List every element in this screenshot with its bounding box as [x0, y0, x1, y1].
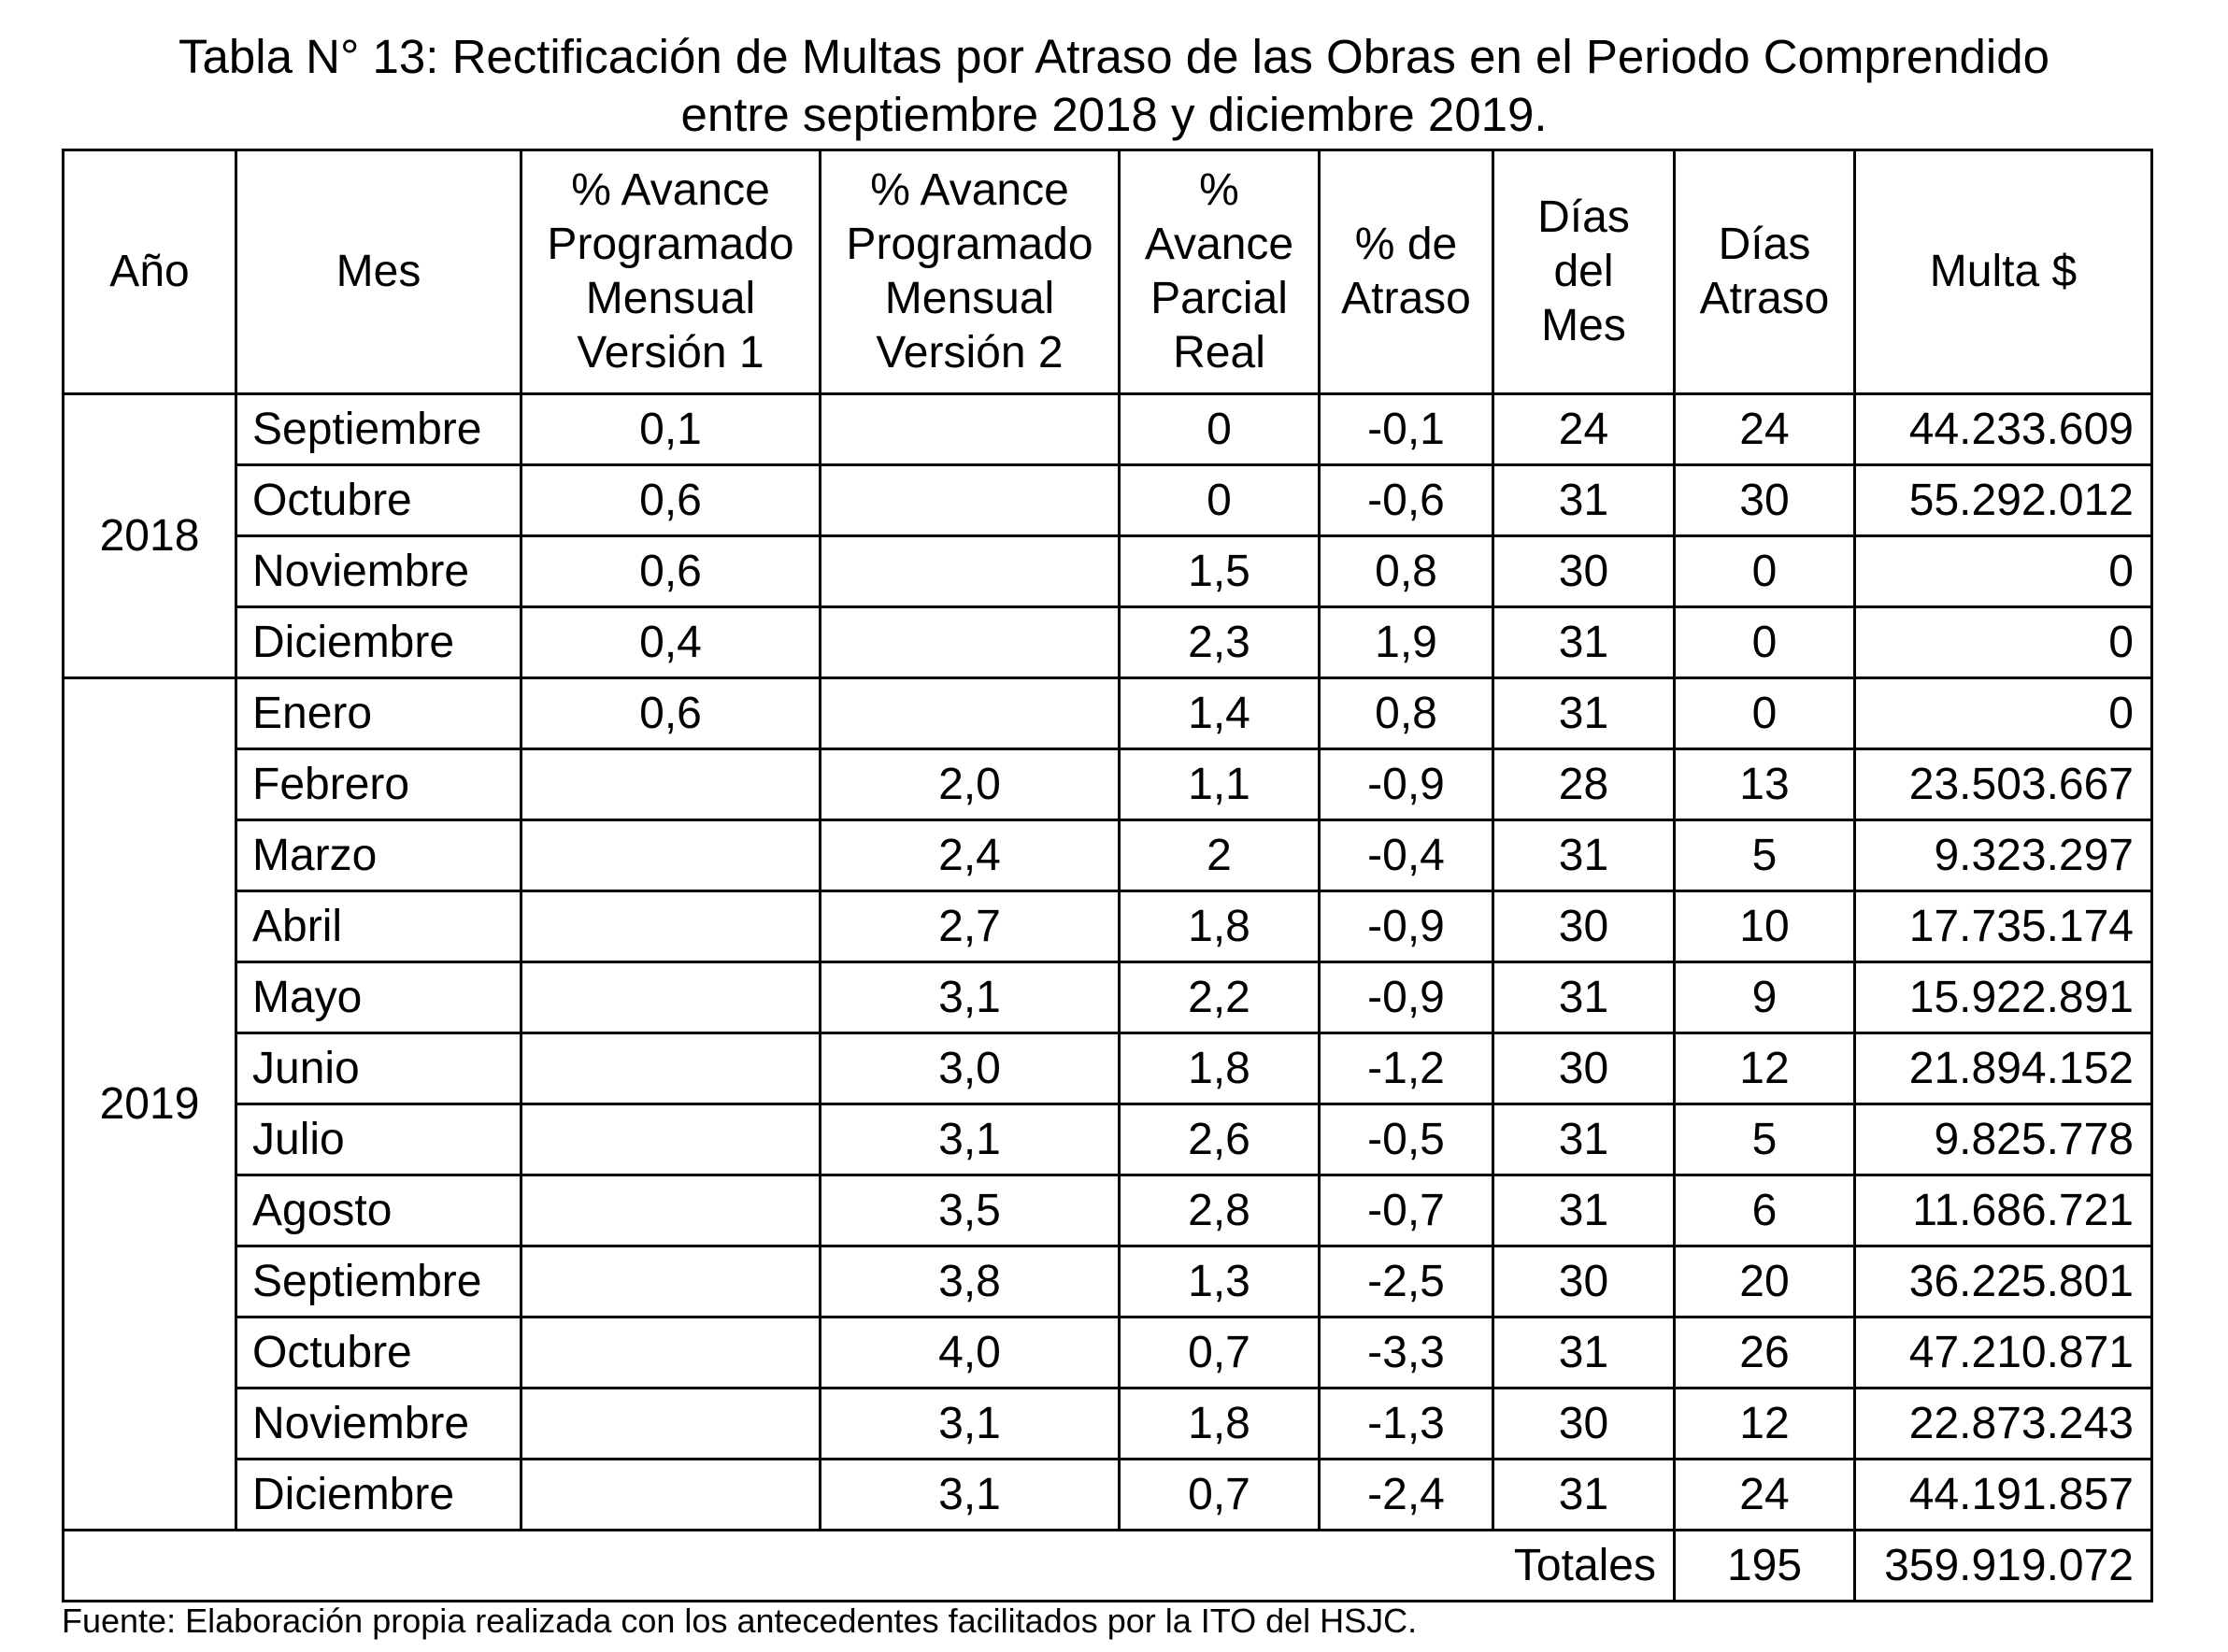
cell-atraso: -0,9 [1320, 891, 1493, 962]
cell-dias-atraso: 13 [1675, 749, 1855, 820]
cell-mes: Octubre [236, 465, 521, 536]
table-row [64, 536, 2152, 607]
cell-avance-v1: 0,1 [521, 394, 821, 465]
cell-dias-mes: 31 [1493, 465, 1675, 536]
cell-year: 2019 [64, 678, 236, 1531]
header-anio: Año [64, 150, 236, 394]
cell-avance-real: 2,3 [1120, 607, 1320, 678]
cell-avance-real: 1,8 [1120, 1033, 1320, 1104]
cell-avance-real: 2 [1120, 820, 1320, 891]
cell-avance-v2 [821, 394, 1120, 465]
table-row [64, 962, 2152, 1033]
cell-avance-v2: 3,1 [821, 1389, 1120, 1460]
cell-avance-real: 2,6 [1120, 1104, 1320, 1175]
header-dias-atraso: Días Atraso [1675, 150, 1855, 394]
cell-atraso: -0,1 [1320, 394, 1493, 465]
cell-avance-v1 [521, 891, 821, 962]
cell-avance-v2 [821, 465, 1120, 536]
totals-dias-atraso: 195 [1675, 1531, 1855, 1602]
table-title-line-1: Tabla N° 13: Rectificación de Multas por Atraso de las Obras en el Periodo Comprendido [179, 30, 2049, 83]
table-row [64, 1175, 2152, 1246]
cell-mes: Septiembre [236, 1246, 521, 1317]
cell-dias-mes: 31 [1493, 962, 1675, 1033]
cell-multa: 11.686.721 [1855, 1175, 2152, 1246]
cell-mes: Noviembre [236, 536, 521, 607]
cell-avance-v1: 0,6 [521, 678, 821, 749]
cell-avance-v1 [521, 1460, 821, 1531]
cell-atraso: -3,3 [1320, 1317, 1493, 1389]
table-title [0, 28, 2228, 144]
cell-atraso: 0,8 [1320, 536, 1493, 607]
cell-dias-mes: 31 [1493, 1317, 1675, 1389]
table-row [64, 749, 2152, 820]
cell-dias-atraso: 12 [1675, 1033, 1855, 1104]
cell-avance-v2: 2,4 [821, 820, 1120, 891]
cell-multa: 55.292.012 [1855, 465, 2152, 536]
cell-atraso: -0,9 [1320, 962, 1493, 1033]
cell-avance-v2: 4,0 [821, 1317, 1120, 1389]
table-row [64, 465, 2152, 536]
cell-avance-v2 [821, 607, 1120, 678]
cell-multa: 9.323.297 [1855, 820, 2152, 891]
cell-dias-atraso: 24 [1675, 1460, 1855, 1531]
cell-dias-mes: 30 [1493, 1246, 1675, 1317]
cell-dias-atraso: 30 [1675, 465, 1855, 536]
table-row [64, 1246, 2152, 1317]
header-dias-mes: Días del Mes [1493, 150, 1675, 394]
cell-dias-atraso: 10 [1675, 891, 1855, 962]
cell-avance-v2: 3,1 [821, 1104, 1120, 1175]
cell-dias-mes: 30 [1493, 536, 1675, 607]
cell-atraso: -1,3 [1320, 1389, 1493, 1460]
cell-atraso: -0,7 [1320, 1175, 1493, 1246]
cell-multa: 0 [1855, 678, 2152, 749]
cell-mes: Julio [236, 1104, 521, 1175]
cell-multa: 23.503.667 [1855, 749, 2152, 820]
cell-dias-atraso: 12 [1675, 1389, 1855, 1460]
cell-dias-atraso: 6 [1675, 1175, 1855, 1246]
cell-dias-mes: 31 [1493, 820, 1675, 891]
cell-dias-atraso: 5 [1675, 820, 1855, 891]
totals-row [64, 1531, 2152, 1602]
header-avance-real: % Avance Parcial Real [1120, 150, 1320, 394]
cell-atraso: -1,2 [1320, 1033, 1493, 1104]
cell-avance-v1 [521, 820, 821, 891]
cell-mes: Septiembre [236, 394, 521, 465]
header-avance-v2: % Avance Programado Mensual Versión 2 [821, 150, 1120, 394]
table-body [64, 394, 2152, 1602]
cell-atraso: -0,4 [1320, 820, 1493, 891]
cell-mes: Febrero [236, 749, 521, 820]
table-row [64, 1460, 2152, 1531]
cell-dias-atraso: 9 [1675, 962, 1855, 1033]
table-row [64, 1033, 2152, 1104]
fines-table [62, 149, 2153, 1602]
cell-dias-mes: 31 [1493, 1175, 1675, 1246]
totals-multa: 359.919.072 [1855, 1531, 2152, 1602]
header-atraso: % de Atraso [1320, 150, 1493, 394]
cell-avance-real: 1,8 [1120, 891, 1320, 962]
cell-atraso: -2,5 [1320, 1246, 1493, 1317]
header-avance-v1: % Avance Programado Mensual Versión 1 [521, 150, 821, 394]
totals-label: Totales [64, 1531, 1675, 1602]
cell-avance-v1 [521, 1246, 821, 1317]
cell-avance-v2: 2,0 [821, 749, 1120, 820]
table-title-line-2: entre septiembre 2018 y diciembre 2019. [680, 88, 1548, 141]
cell-mes: Octubre [236, 1317, 521, 1389]
cell-avance-v1: 0,4 [521, 607, 821, 678]
cell-avance-real: 2,8 [1120, 1175, 1320, 1246]
cell-avance-real: 2,2 [1120, 962, 1320, 1033]
cell-avance-v1 [521, 749, 821, 820]
cell-avance-real: 0 [1120, 394, 1320, 465]
cell-multa: 15.922.891 [1855, 962, 2152, 1033]
cell-atraso: -0,5 [1320, 1104, 1493, 1175]
cell-avance-real: 0,7 [1120, 1460, 1320, 1531]
cell-dias-atraso: 26 [1675, 1317, 1855, 1389]
cell-mes: Noviembre [236, 1389, 521, 1460]
cell-avance-real: 1,1 [1120, 749, 1320, 820]
cell-avance-v1 [521, 1175, 821, 1246]
cell-avance-v1 [521, 1389, 821, 1460]
cell-multa: 21.894.152 [1855, 1033, 2152, 1104]
table-row [64, 678, 2152, 749]
cell-avance-v2: 3,0 [821, 1033, 1120, 1104]
cell-avance-v1 [521, 1104, 821, 1175]
cell-avance-v1 [521, 1033, 821, 1104]
cell-atraso: 1,9 [1320, 607, 1493, 678]
cell-multa: 0 [1855, 607, 2152, 678]
cell-multa: 36.225.801 [1855, 1246, 2152, 1317]
cell-avance-real: 1,4 [1120, 678, 1320, 749]
table-header [64, 150, 2152, 394]
table-row [64, 820, 2152, 891]
cell-avance-real: 1,8 [1120, 1389, 1320, 1460]
cell-dias-atraso: 0 [1675, 678, 1855, 749]
table-row [64, 1317, 2152, 1389]
cell-dias-atraso: 5 [1675, 1104, 1855, 1175]
cell-multa: 22.873.243 [1855, 1389, 2152, 1460]
cell-multa: 47.210.871 [1855, 1317, 2152, 1389]
cell-avance-real: 0 [1120, 465, 1320, 536]
cell-mes: Diciembre [236, 607, 521, 678]
cell-avance-real: 0,7 [1120, 1317, 1320, 1389]
cell-avance-v1 [521, 962, 821, 1033]
cell-atraso: 0,8 [1320, 678, 1493, 749]
table-row [64, 394, 2152, 465]
cell-mes: Diciembre [236, 1460, 521, 1531]
table-row [64, 607, 2152, 678]
cell-mes: Marzo [236, 820, 521, 891]
cell-multa: 0 [1855, 536, 2152, 607]
cell-avance-real: 1,5 [1120, 536, 1320, 607]
cell-avance-v2: 3,1 [821, 962, 1120, 1033]
cell-multa: 9.825.778 [1855, 1104, 2152, 1175]
cell-dias-atraso: 0 [1675, 607, 1855, 678]
cell-avance-v2: 2,7 [821, 891, 1120, 962]
cell-mes: Mayo [236, 962, 521, 1033]
cell-multa: 44.191.857 [1855, 1460, 2152, 1531]
cell-dias-mes: 30 [1493, 1033, 1675, 1104]
cell-dias-mes: 30 [1493, 891, 1675, 962]
cell-avance-v2: 3,8 [821, 1246, 1120, 1317]
cell-avance-v1: 0,6 [521, 536, 821, 607]
cell-dias-mes: 28 [1493, 749, 1675, 820]
cell-dias-mes: 30 [1493, 1389, 1675, 1460]
cell-year: 2018 [64, 394, 236, 678]
table-row [64, 891, 2152, 962]
header-mes: Mes [236, 150, 521, 394]
cell-multa: 17.735.174 [1855, 891, 2152, 962]
cell-mes: Junio [236, 1033, 521, 1104]
cell-atraso: -2,4 [1320, 1460, 1493, 1531]
cell-avance-v2: 3,1 [821, 1460, 1120, 1531]
cell-dias-mes: 24 [1493, 394, 1675, 465]
cell-dias-mes: 31 [1493, 1460, 1675, 1531]
cell-avance-real: 1,3 [1120, 1246, 1320, 1317]
cell-avance-v2 [821, 678, 1120, 749]
cell-avance-v2: 3,5 [821, 1175, 1120, 1246]
cell-mes: Agosto [236, 1175, 521, 1246]
cell-dias-mes: 31 [1493, 1104, 1675, 1175]
cell-dias-atraso: 24 [1675, 394, 1855, 465]
cell-mes: Abril [236, 891, 521, 962]
cell-avance-v1: 0,6 [521, 465, 821, 536]
cell-dias-mes: 31 [1493, 678, 1675, 749]
cell-dias-mes: 31 [1493, 607, 1675, 678]
cell-multa: 44.233.609 [1855, 394, 2152, 465]
table-row [64, 1104, 2152, 1175]
cell-atraso: -0,6 [1320, 465, 1493, 536]
cell-avance-v2 [821, 536, 1120, 607]
cell-mes: Enero [236, 678, 521, 749]
cell-dias-atraso: 20 [1675, 1246, 1855, 1317]
header-multa: Multa $ [1855, 150, 2152, 394]
cell-avance-v1 [521, 1317, 821, 1389]
table-row [64, 1389, 2152, 1460]
source-note: Fuente: Elaboración propia realizada con los antecedentes facilitados por la ITO del HSJC. [62, 1602, 1418, 1640]
cell-dias-atraso: 0 [1675, 536, 1855, 607]
cell-atraso: -0,9 [1320, 749, 1493, 820]
